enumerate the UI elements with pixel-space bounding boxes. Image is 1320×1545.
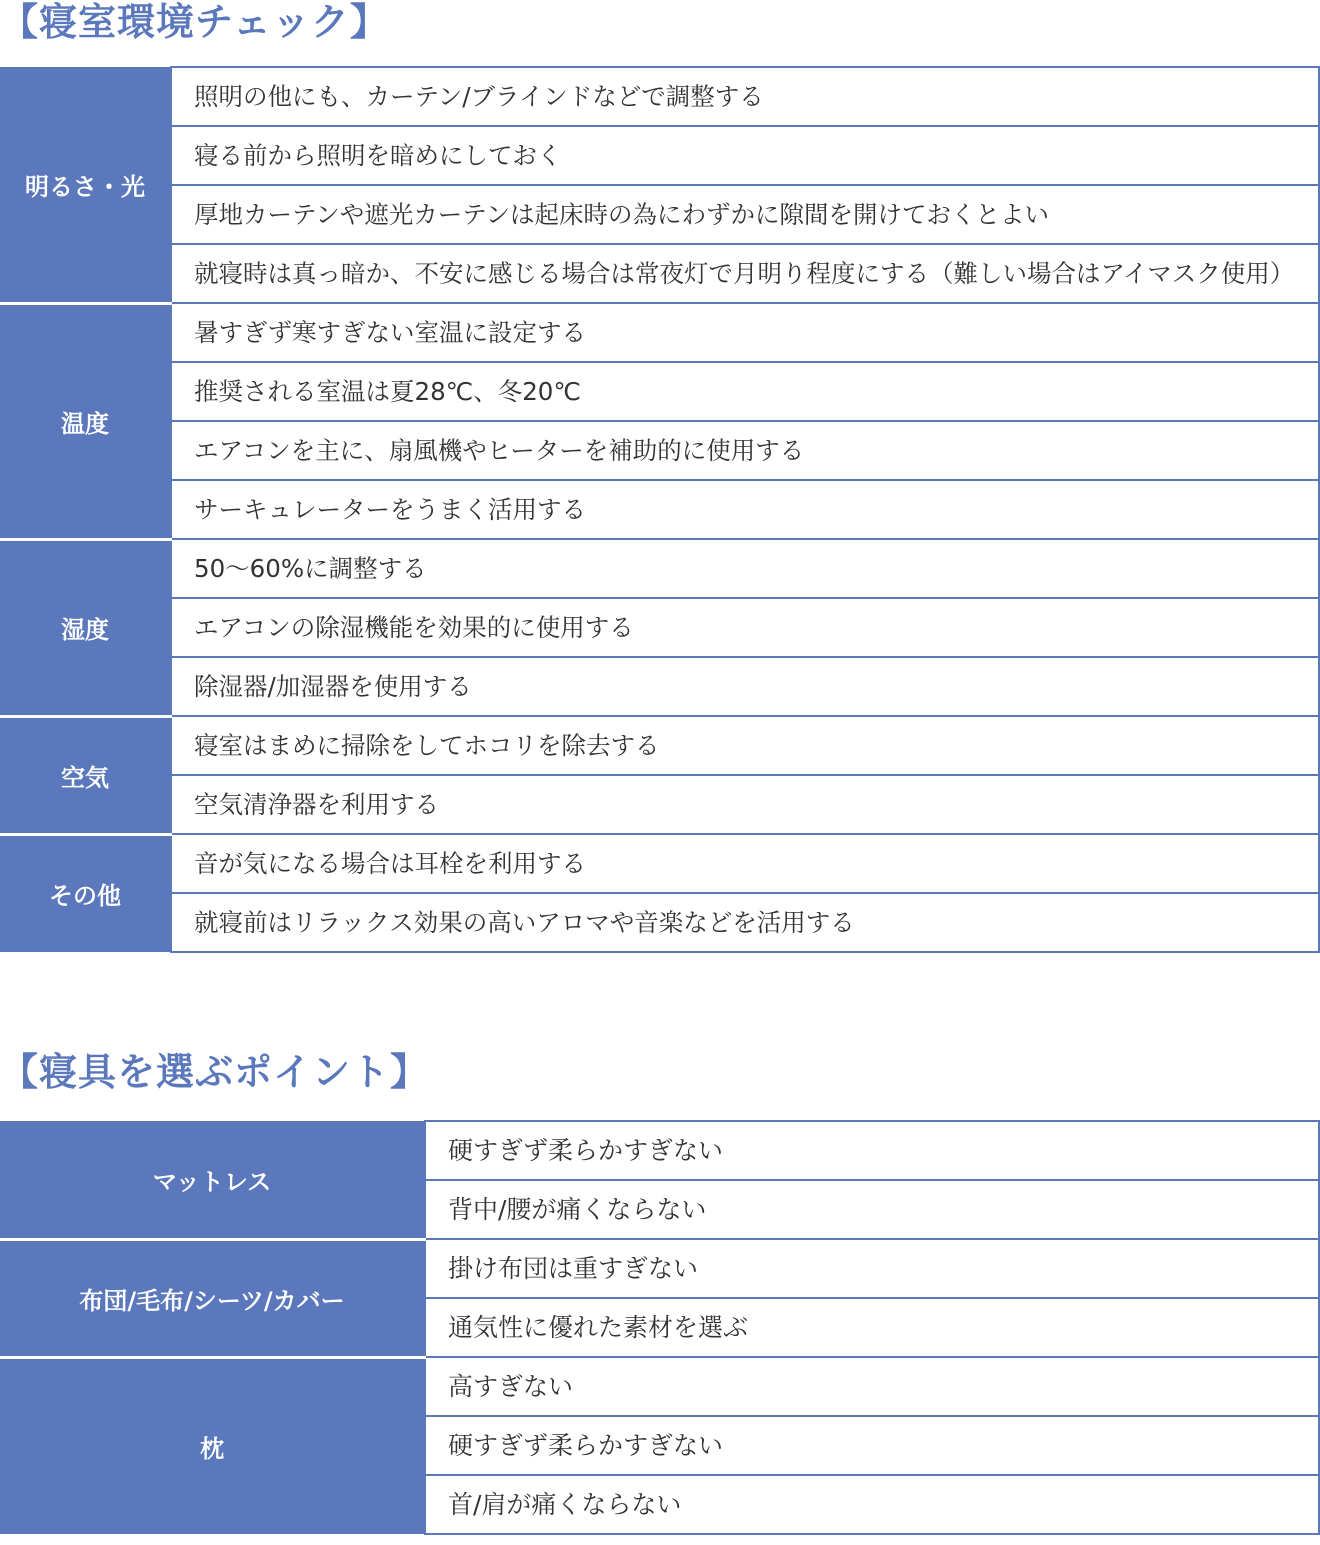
table-row <box>0 834 1319 893</box>
checklist-item: エアコンを主に、扇風機やヒーターを補助的に使用する <box>171 421 1319 480</box>
category-air: 空気 <box>0 716 171 834</box>
checklist-item: 厚地カーテンや遮光カーテンは起床時の為にわずかに隙間を開けておくとよい <box>171 185 1319 244</box>
checklist-item: 50～60%に調整する <box>171 539 1319 598</box>
table-row <box>0 539 1319 598</box>
checklist-item: 就寝前はリラックス効果の高いアロマや音楽などを活用する <box>171 893 1319 952</box>
category-light: 明るさ・光 <box>0 67 171 303</box>
checklist-item: 空気清浄器を利用する <box>171 775 1319 834</box>
bedroom-check-table <box>0 66 1320 953</box>
table-row <box>0 1239 1319 1298</box>
section-title-bedroom-check: 【寝室環境チェック】 <box>0 0 389 44</box>
checklist-item: 掛け布団は重すぎない <box>425 1239 1319 1298</box>
checklist-item: 推奨される室温は夏28℃、冬20℃ <box>171 362 1319 421</box>
table-row <box>0 1121 1319 1180</box>
table-row <box>0 185 1319 244</box>
checklist-item: 寝る前から照明を暗めにしておく <box>171 126 1319 185</box>
table-row <box>0 657 1319 716</box>
checklist-item: サーキュレーターをうまく活用する <box>171 480 1319 539</box>
table-row <box>0 421 1319 480</box>
checklist-item: 照明の他にも、カーテン/ブラインドなどで調整する <box>171 67 1319 126</box>
checklist-item: 音が気になる場合は耳栓を利用する <box>171 834 1319 893</box>
category-humidity: 湿度 <box>0 539 171 716</box>
table-row <box>0 598 1319 657</box>
table-row <box>0 303 1319 362</box>
checklist-item: 硬すぎず柔らかすぎない <box>425 1416 1319 1475</box>
category-temperature: 温度 <box>0 303 171 539</box>
checklist-item: エアコンの除湿機能を効果的に使用する <box>171 598 1319 657</box>
table-row <box>0 480 1319 539</box>
table-row <box>0 244 1319 303</box>
table-row <box>0 716 1319 775</box>
category-pillow: 枕 <box>0 1357 425 1534</box>
checklist-item: 硬すぎず柔らかすぎない <box>425 1121 1319 1180</box>
checklist-item: 除湿器/加湿器を使用する <box>171 657 1319 716</box>
section-title-bedding-points: 【寝具を選ぶポイント】 <box>0 1050 430 1094</box>
table-row <box>0 362 1319 421</box>
category-bedding: 布団/毛布/シーツ/カバー <box>0 1239 425 1357</box>
table-row <box>0 67 1319 126</box>
checklist-item: 通気性に優れた素材を選ぶ <box>425 1298 1319 1357</box>
checklist-item: 高すぎない <box>425 1357 1319 1416</box>
checklist-item: 就寝時は真っ暗か、不安に感じる場合は常夜灯で月明り程度にする（難しい場合はアイマスク使用） <box>171 244 1319 303</box>
table-row <box>0 126 1319 185</box>
checklist-item: 暑すぎず寒すぎない室温に設定する <box>171 303 1319 362</box>
checklist-item: 寝室はまめに掃除をしてホコリを除去する <box>171 716 1319 775</box>
category-other: その他 <box>0 834 171 952</box>
checklist-item: 首/肩が痛くならない <box>425 1475 1319 1534</box>
category-mattress: マットレス <box>0 1121 425 1239</box>
bedding-points-table <box>0 1120 1320 1535</box>
table-row <box>0 775 1319 834</box>
table-row <box>0 1357 1319 1416</box>
table-row <box>0 893 1319 952</box>
checklist-item: 背中/腰が痛くならない <box>425 1180 1319 1239</box>
